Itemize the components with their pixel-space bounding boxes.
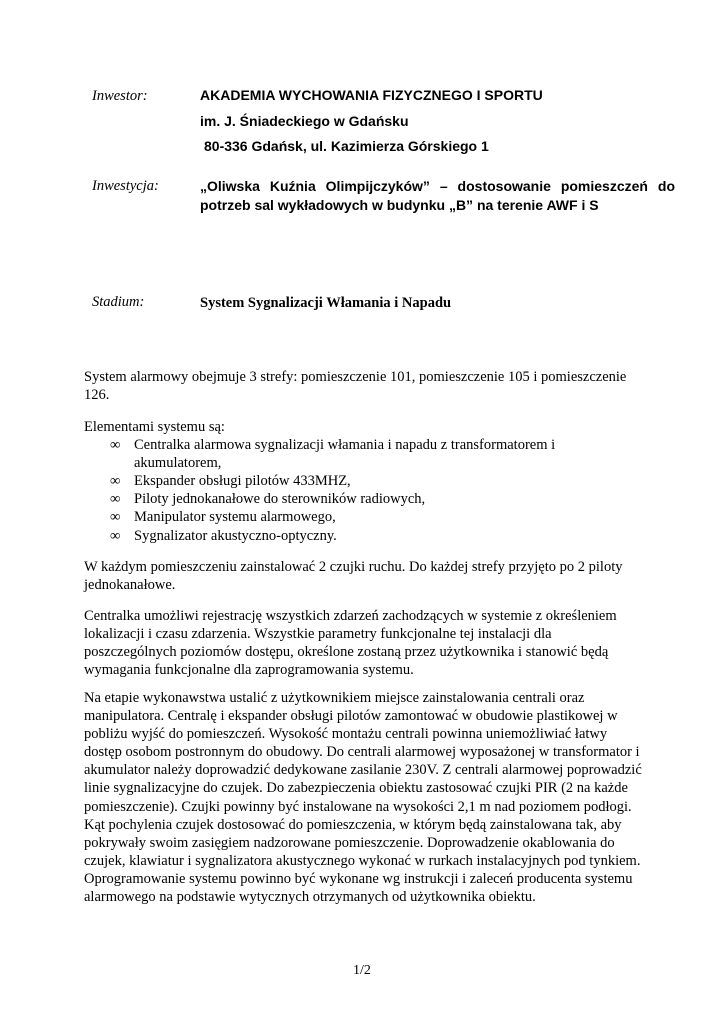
elements-intro: Elementami systemu są: <box>84 419 225 435</box>
paragraph-text: Centralka umożliwi rejestrację wszystkich zdarzeń zachodzących w systemie z określeniem lokalizacji i czasu zdarzenia. Wszystkie parametry funkcjonalne tej instalacji dla poszczególnych poziomów dostępu, określone zostaną przez użytkownika i stanowić będą wymagania funkcjonalne dla zaprogramowania systemu. <box>84 608 617 679</box>
paragraph-registration <box>84 607 644 679</box>
page-number: 1/2 <box>353 963 371 978</box>
list-item-text: Centralka alarmowa sygnalizacji włamania i napadu z transformatorem i akumulatorem, <box>134 437 556 472</box>
infinity-bullet-icon: ∞ <box>110 437 121 454</box>
stage-value: System Sygnalizacji Włamania i Napadu <box>200 295 452 311</box>
paragraph-installation <box>84 689 644 906</box>
investment-label: Inwestycja: <box>92 178 159 194</box>
infinity-bullet-icon: ∞ <box>110 473 121 490</box>
paragraph-text: System alarmowy obejmuje 3 strefy: pomieszczenie 101, pomieszczenie 105 i pomieszczenie 126. <box>84 369 627 404</box>
list-item <box>84 527 564 545</box>
paragraph-detectors <box>84 558 644 594</box>
list-item <box>84 472 564 490</box>
list-item <box>84 436 564 472</box>
list-item-text: Sygnalizator akustyczno-optyczny. <box>134 527 337 544</box>
infinity-bullet-icon: ∞ <box>110 527 121 544</box>
elements-list <box>84 436 644 545</box>
investor-patron: im. J. Śniadeckiego w Gdańsku <box>200 113 409 129</box>
infinity-bullet-icon: ∞ <box>110 491 121 508</box>
investor-label: Inwestor: <box>92 88 148 104</box>
list-item <box>84 508 564 526</box>
paragraph-text: Na etapie wykonawstwa ustalić z użytkownikiem miejsce zainstalowania centrali oraz manipulatora. Centralę i ekspander obsługi pilotów zamontować w obudowie plastikowej w pobliżu wyjść do pomieszczeń. Wysokość montażu centrali powinna uniemożliwiać łatwy dostęp osobom postronnym do obudowy. Do centrali alarmowej wyposażonej w transformator i akumulator należy doprowadzić dedykowane zasilanie 230V. Z centrali alarmowej poprowadzić linie sygnalizacyjne do czujek. Do zabezpieczenia obiektu zastosować czujki PIR (2 na każde pomieszczenie). Czujki powinny być instalowane na wysokości 2,1 m nad poziomem podłogi. Kąt pochylenia czujek dostosować do pomieszczenia, w którym będą zainstalowana tak, aby pokrywały swoim zasięgiem nadzorowane pomieszczenie. Doprowadzenie okablowania do czujek, klawiatur i sygnalizatora akustycznego wykonać w rurkach instalacyjnych pod tynkiem. Oprogramowanie systemu powinno być wykonane wg instrukcji i zaleceń producenta systemu alarmowego na podstawie wytycznych otrzymanych od użytkownika obiektu. <box>84 690 642 906</box>
investor-name: AKADEMIA WYCHOWANIA FIZYCZNEGO I SPORTU <box>200 87 543 103</box>
paragraph-text: W każdym pomieszczeniu zainstalować 2 czujki ruchu. Do każdej strefy przyjęto po 2 piloty jednokanałowe. <box>84 559 623 594</box>
paragraph-zones <box>84 368 644 404</box>
investor-address: 80-336 Gdańsk, ul. Kazimierza Górskiego 1 <box>204 138 489 154</box>
list-item-text: Manipulator systemu alarmowego, <box>134 509 336 526</box>
investment-title: „Oliwska Kuźnia Olimpijczyków” – dostosowanie pomieszczeń do potrzeb sal wykładowych w budynku „B” na terenie AWF i S <box>200 178 675 213</box>
list-item <box>84 490 564 508</box>
list-item-text: Ekspander obsługi pilotów 433MHZ, <box>134 473 351 490</box>
list-item-text: Piloty jednokanałowe do sterowników radiowych, <box>134 491 426 508</box>
elements-section <box>84 418 644 545</box>
infinity-bullet-icon: ∞ <box>110 509 121 526</box>
stage-label: Stadium: <box>92 294 145 310</box>
